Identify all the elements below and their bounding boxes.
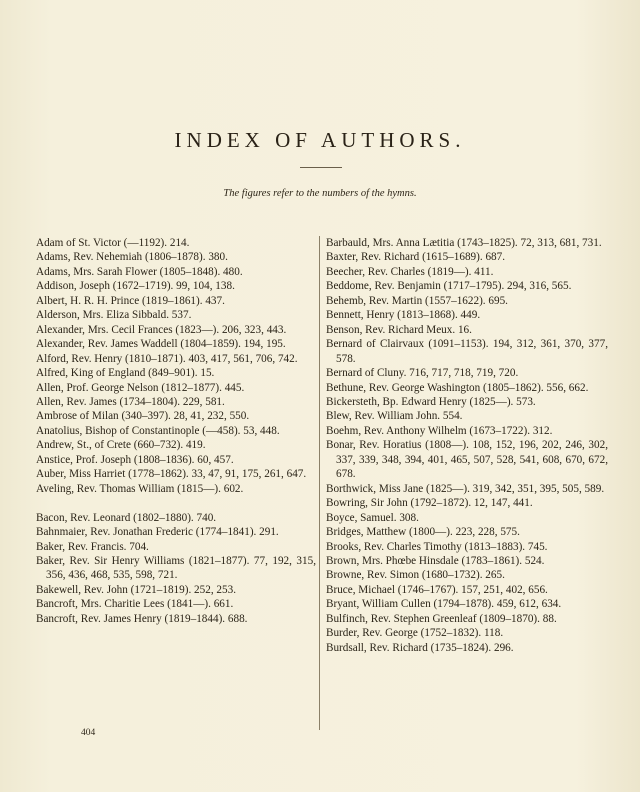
section-gap [36,496,316,510]
index-entry: Blew, Rev. William John. 554. [326,410,463,423]
index-entry: Bonar, Rev. Horatius (1808—). 108, 152, 196, 202, 246, 302, 337, 339, 348, 394, 401, 465, 507, 528, 541, 608, 670, 672, 678. [326,439,608,481]
index-entry: Bancroft, Mrs. Charitie Lees (1841—). 661. [36,598,234,611]
index-entry: Adam of St. Victor (—1192). 214. [36,237,190,249]
index-entry: Anstice, Prof. Joseph (1808–1836). 60, 457. [36,453,234,466]
index-entry: Alfred, King of England (849–901). 15. [36,367,215,380]
index-entry: Bernard of Cluny. 716, 717, 718, 719, 720. [326,367,519,380]
index-entry: Alderson, Mrs. Eliza Sibbald. 537. [36,309,192,322]
index-entry: Bacon, Rev. Leonard (1802–1880). 740. [36,511,217,524]
index-entry: Alexander, Rev. James Waddell (1804–1859). 194, 195. [36,338,286,351]
index-entry: Aveling, Rev. Thomas William (1815—). 602. [36,482,244,495]
index-entry: Adams, Rev. Nehemiah (1806–1878). 380. [36,251,228,264]
index-entry: Bulfinch, Rev. Stephen Greenleaf (1809–1870). 88. [326,612,557,625]
index-entry: Baker, Rev. Sir Henry Williams (1821–1877). 77, 192, 315, 356, 436, 468, 535, 598, 721. [36,554,316,582]
index-entry: Albert, H. R. H. Prince (1819–1861). 437. [36,294,225,307]
index-entry: Burdsall, Rev. Richard (1735–1824). 296. [326,641,514,654]
index-entry: Alexander, Mrs. Cecil Frances (1823—). 206, 323, 443. [36,323,287,336]
page-subtitle: The figures refer to the numbers of the hymns. [223,188,417,199]
index-entry: Boehm, Rev. Anthony Wilhelm (1673–1722). 312. [326,424,553,437]
index-entry: Browne, Rev. Simon (1680–1732). 265. [326,569,505,582]
index-entry: Borthwick, Miss Jane (1825—). 319, 342, 351, 395, 505, 589. [326,482,605,495]
index-entry: Bryant, William Cullen (1794–1878). 459, 612, 634. [326,598,562,611]
index-entry: Bahnmaier, Rev. Jonathan Frederic (1774–1841). 291. [36,526,279,539]
index-entry: Ambrose of Milan (340–397). 28, 41, 232, 550. [36,410,250,423]
index-entry: Burder, Rev. George (1752–1832). 118. [326,627,504,640]
index-entry: Beecher, Rev. Charles (1819—). 411. [326,265,494,278]
column-divider [319,236,320,730]
index-entry: Behemb, Rev. Martin (1557–1622). 695. [326,294,508,307]
page-title: INDEX OF AUTHORS. [174,128,466,152]
index-entry: Alford, Rev. Henry (1810–1871). 403, 417, 561, 706, 742. [36,352,298,365]
index-entry: Baxter, Rev. Richard (1615–1689). 687. [326,251,506,264]
index-entry: Adams, Mrs. Sarah Flower (1805–1848). 480. [36,265,243,278]
index-entry: Bancroft, Rev. James Henry (1819–1844). 688. [36,612,248,625]
index-entry: Brooks, Rev. Charles Timothy (1813–1883). 745. [326,540,548,553]
index-entry: Bowring, Sir John (1792–1872). 12, 147, 441. [326,497,533,510]
index-entry: Bruce, Michael (1746–1767). 157, 251, 402, 656. [326,583,548,596]
right-column [326,236,608,655]
index-entry: Auber, Miss Harriet (1778–1862). 33, 47, 91, 175, 261, 647. [36,468,307,481]
index-entry: Beddome, Rev. Benjamin (1717–1795). 294, 316, 565. [326,280,572,293]
index-entry: Bridges, Matthew (1800—). 223, 228, 575. [326,526,520,539]
index-entry: Bernard of Clairvaux (1091–1153). 194, 312, 361, 370, 377, 578. [326,338,608,365]
index-entry: Bennett, Henry (1813–1868). 449. [326,309,481,322]
index-entry: Barbauld, Mrs. Anna Lætitia (1743–1825). 72, 313, 681, 731. [326,237,602,249]
index-entry: Bakewell, Rev. John (1721–1819). 252, 253. [36,583,237,596]
left-column [36,236,316,626]
title-rule [300,167,342,168]
index-entry: Boyce, Samuel. 308. [326,511,419,524]
index-entry: Andrew, St., of Crete (660–732). 419. [36,439,206,452]
page-number: 404 [81,728,96,738]
index-entry: Bickersteth, Bp. Edward Henry (1825—). 573. [326,395,536,408]
index-entry: Brown, Mrs. Phœbe Hinsdale (1783–1861). 524. [326,554,545,567]
index-entry: Allen, Rev. James (1734–1804). 229, 581. [36,395,225,408]
index-entry: Benson, Rev. Richard Meux. 16. [326,323,472,336]
index-entry: Bethune, Rev. George Washington (1805–1862). 556, 662. [326,381,589,394]
index-entry: Allen, Prof. George Nelson (1812–1877). 445. [36,381,245,394]
index-entry: Addison, Joseph (1672–1719). 99, 104, 138. [36,280,235,293]
index-entry: Baker, Rev. Francis. 704. [36,540,149,553]
index-entry: Anatolius, Bishop of Constantinople (—458). 53, 448. [36,424,280,437]
